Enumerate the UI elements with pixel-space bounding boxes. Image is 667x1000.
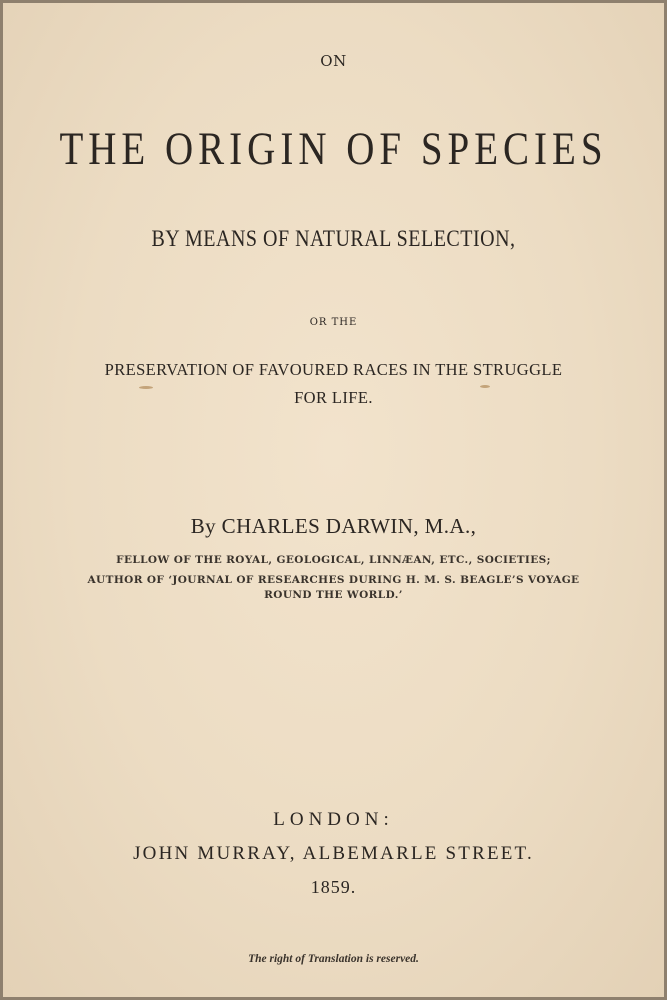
title-page bbox=[3, 3, 664, 997]
credentials-line-1: FELLOW OF THE ROYAL, GEOLOGICAL, LINNÆAN, ETC., SOCIETIES; bbox=[116, 554, 551, 566]
credentials-line-2: AUTHOR OF ‘JOURNAL OF RESEARCHES DURING H. M. S. BEAGLE’S VOYAGE bbox=[87, 574, 580, 586]
alternate-title-line-1: PRESERVATION OF FAVOURED RACES IN THE STRUGGLE bbox=[104, 360, 563, 379]
book-subtitle: BY MEANS OF NATURAL SELECTION, bbox=[151, 226, 516, 252]
alternate-title-line-2: FOR LIFE. bbox=[294, 388, 373, 407]
publication-year: 1859. bbox=[310, 877, 357, 897]
book-title: THE ORIGIN OF SPECIES bbox=[59, 124, 608, 175]
paper-stain bbox=[139, 386, 153, 389]
author-line: By CHARLES DARWIN, M.A., bbox=[190, 514, 477, 538]
rights-notice: The right of Translation is reserved. bbox=[248, 953, 419, 965]
or-the-connector: OR THE bbox=[309, 317, 358, 328]
on-heading: ON bbox=[320, 52, 347, 70]
paper-stain bbox=[480, 385, 490, 388]
publication-place: LONDON: bbox=[273, 809, 394, 830]
credentials-line-3: ROUND THE WORLD.’ bbox=[264, 589, 403, 601]
publisher-line: JOHN MURRAY, ALBEMARLE STREET. bbox=[133, 843, 534, 864]
